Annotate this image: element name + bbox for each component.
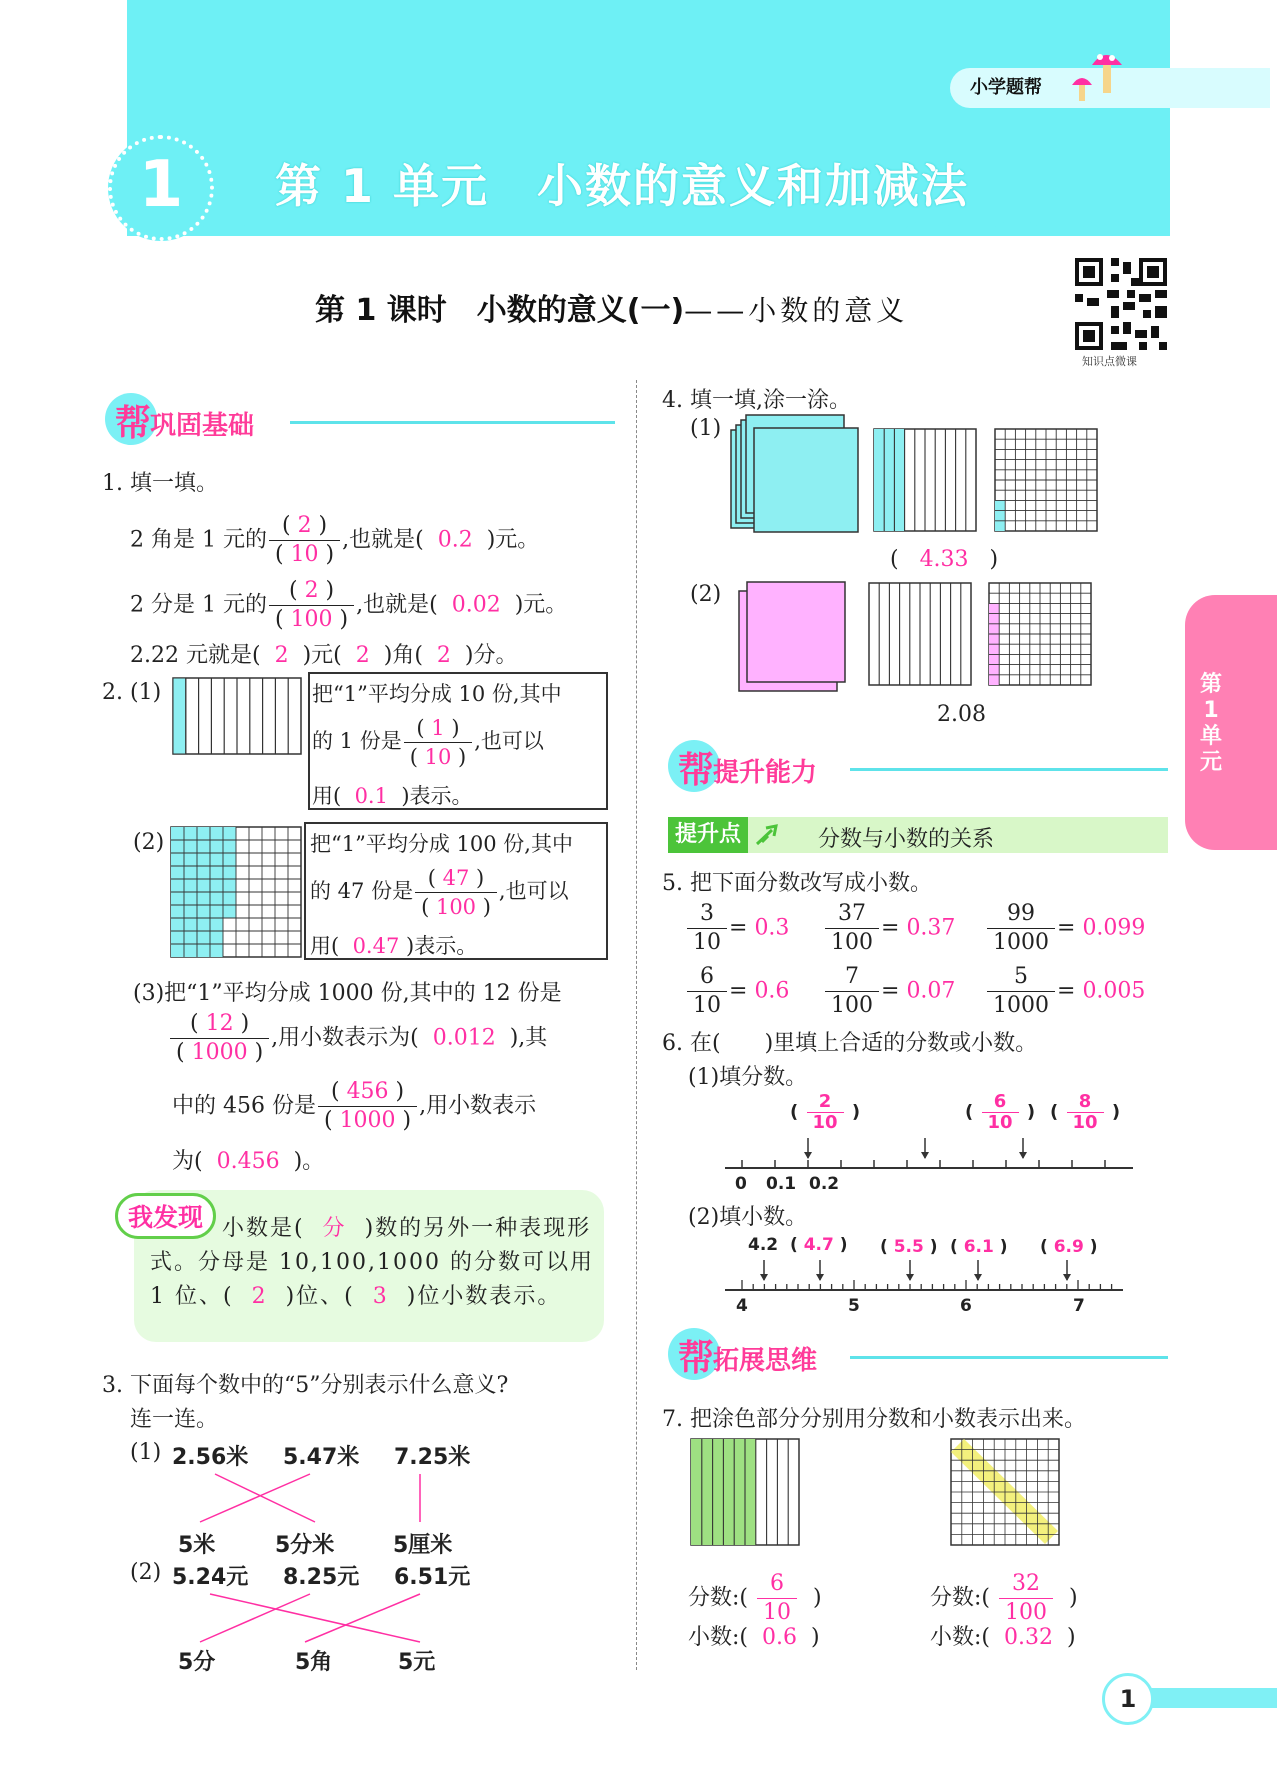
number-line-four-to-seven (725, 1258, 1125, 1298)
bang-badge: 帮 (668, 1328, 720, 1380)
side-tab-label: 第1单元 (1199, 672, 1222, 775)
section-title-basics: 巩固基础 (150, 411, 255, 441)
section-title-improve: 提升能力 (713, 758, 818, 788)
q1-line3: 2.22 元就是( 2 )元( 2 )角( 2 )分。 (130, 643, 518, 668)
bang-badge: 帮 (105, 393, 157, 445)
q7-title: 7. 把涂色部分分别用分数和小数表示出来。 (662, 1407, 1086, 1432)
q7-hundredths-yellow-diagram (950, 1438, 1062, 1548)
q2-p3-line3: 中的 456 份是 $\frac{( 456 )}{( 1000 )}$ ,用小数表示 (172, 1079, 537, 1133)
q2-p3-line2: $\frac{( 12 )}{( 1000 )}$ ,用小数表示为( 0.012 ),其 (168, 1010, 547, 1067)
q3-r1-bot-2[interactable]: 5厘米 (393, 1533, 453, 1558)
number-line-tenths (725, 1138, 1135, 1178)
lesson-title-main: 第 1 课时 小数的意义(一) (315, 293, 685, 328)
q2-p1-line2: 的 1 份是 $\frac{( 1 )}{( 10 )}$ ,也可以 (312, 716, 544, 769)
qr-code-icon[interactable] (1075, 258, 1167, 350)
hundredths-colored-diagram (994, 428, 1098, 532)
q3-r2-label: (2) (130, 1560, 162, 1585)
q6-p2-label-4: ( 6.9 ) (1040, 1237, 1098, 1257)
q6-p1-frac-0: ( $\frac{2}{10}$ ) (790, 1091, 861, 1133)
answer: 0.2 (437, 527, 473, 553)
q5-item-0: $\frac{3}{10}$ = 0.3 (685, 900, 789, 957)
q6-p1-tick-2: 0.2 (809, 1174, 840, 1194)
q3-r2-top-2[interactable]: 6.51元 (394, 1565, 471, 1590)
q4-title: 4. 填一填,涂一涂。 (662, 388, 851, 413)
q2-p1-line1: 把“1”平均分成 10 份,其中 (312, 682, 562, 706)
discover-tag: 我发现 (115, 1193, 216, 1239)
section-extend (668, 1328, 1168, 1378)
q6-p2-tick-2: 6 (960, 1296, 972, 1316)
q3-r1-bot-0[interactable]: 5米 (178, 1533, 216, 1558)
q3-r2-bot-1[interactable]: 5角 (295, 1650, 333, 1675)
q2-p1-label: 2. (1) (102, 680, 162, 705)
q6-p1-tick-1: 0.1 (766, 1174, 797, 1194)
section-improve (668, 740, 1168, 790)
qr-caption: 知识点微课 (1082, 355, 1137, 368)
stacked-units-diagram (730, 414, 860, 540)
hundredths-grid-diagram (170, 826, 302, 958)
tip-tag: 提升点 (668, 817, 748, 853)
q7-tenths-green-diagram (690, 1438, 802, 1548)
q6-p2-label-3: ( 6.1 ) (950, 1237, 1008, 1257)
section-rule (850, 1356, 1168, 1359)
mushroom-icon (1070, 45, 1150, 115)
q7-b-fraction: 分数:( $\frac{32}{100}$ ) (930, 1571, 1078, 1625)
q2-p3-line4: 为( 0.456 )。 (172, 1149, 325, 1174)
q6-p2-tick-0: 4 (736, 1296, 748, 1316)
section-rule (850, 768, 1168, 771)
q3-r2-match-lines (170, 1590, 470, 1646)
q5-item-5: $\frac{5}{1000}$ = 0.005 (985, 963, 1145, 1020)
q3-r1-top-2[interactable]: 7.25米 (394, 1445, 471, 1470)
stacked-pink-units-diagram (738, 580, 848, 694)
q2-p2-line3: 用( 0.47 )表示。 (310, 934, 478, 958)
q6-p2-tick-1: 5 (848, 1296, 860, 1316)
lesson-subtitle: ——小数的意义 (684, 294, 909, 327)
q6-title: 6. 在( )里填上合适的分数或小数。 (662, 1031, 1038, 1056)
q3-r1-top-1[interactable]: 5.47米 (283, 1445, 360, 1470)
q4-p2-label: (2) (690, 582, 722, 607)
column-divider (636, 380, 637, 1670)
q6-p1-frac-2: ( $\frac{8}{10}$ ) (1050, 1091, 1121, 1133)
q3-title2: 连一连。 (130, 1407, 219, 1432)
q7-a-decimal: 小数:( 0.6 ) (688, 1625, 820, 1650)
q6-p2-label: (2)填小数。 (688, 1205, 808, 1230)
page-number: 1 (1102, 1673, 1154, 1725)
answer: 0.02 (451, 592, 501, 618)
q2-p1-line3: 用( 0.1 )表示。 (312, 784, 473, 808)
q5-item-1: $\frac{37}{100}$ = 0.37 (823, 900, 955, 957)
q4-p1-label: (1) (690, 416, 722, 441)
q3-r2-top-0[interactable]: 5.24元 (172, 1565, 249, 1590)
q7-a-fraction: 分数:( $\frac{6}{10}$ ) (688, 1571, 822, 1625)
q2-p2-line1: 把“1”平均分成 100 份,其中 (310, 832, 573, 856)
lesson-title (315, 285, 908, 329)
arrow-icon (754, 822, 788, 848)
tenths-colored-diagram (873, 428, 977, 532)
q6-p2-label-1: ( 4.7 ) (790, 1235, 848, 1255)
q5-item-2: $\frac{99}{1000}$ = 0.099 (985, 900, 1145, 957)
bang-badge: 帮 (668, 740, 720, 792)
q3-r2-bot-2[interactable]: 5元 (398, 1650, 436, 1675)
q6-p2-label-0: 4.2 (748, 1235, 779, 1255)
unit-number: 1 (138, 148, 184, 222)
fraction: $\frac{( 2 )}{( 100 )}$ (269, 577, 354, 634)
q5-title: 5. 把下面分数改写成小数。 (662, 871, 932, 896)
section-title-extend: 拓展思维 (713, 1346, 818, 1376)
brand-text: 小学题帮 (970, 77, 1042, 98)
q6-p2-label-2: ( 5.5 ) (880, 1237, 938, 1257)
q4-p2-value: 2.08 (937, 702, 986, 727)
tenths-strip-diagram (172, 677, 302, 755)
q3-title: 3. 下面每个数中的“5”分别表示什么意义? (102, 1373, 509, 1398)
q5-item-3: $\frac{6}{10}$ = 0.6 (685, 963, 789, 1020)
q6-p2-tick-3: 7 (1073, 1296, 1085, 1316)
q4-p1-answer: ( 4.33 ) (890, 547, 999, 572)
q6-p1-tick-0: 0 (735, 1174, 747, 1194)
hundredths-pink-diagram (988, 582, 1092, 686)
q3-r1-match-lines (170, 1470, 470, 1526)
q6-p1-label: (1)填分数。 (688, 1065, 808, 1090)
q1-line2: 2 分是 1 元的 $\frac{( 2 )}{( 100 )}$ ,也就是( 0.02 )元。 (130, 578, 568, 632)
fraction: $\frac{( 2 )}{( 10 )}$ (269, 512, 340, 569)
tenths-empty-diagram (868, 582, 972, 686)
q2-p3-line1: (3)把“1”平均分成 1000 份,其中的 12 份是 (133, 981, 562, 1006)
q6-p1-frac-1: ( $\frac{6}{10}$ ) (965, 1091, 1036, 1133)
q3-r2-top-1[interactable]: 8.25元 (283, 1565, 360, 1590)
discover-text: 小数是( 分 )数的另外一种表现形式。分母是 10,100,1000 的分数可以用 1 位、( 2 )位、( 3 )位小数表示。 (150, 1216, 594, 1309)
section-rule (290, 421, 615, 424)
section-basics (105, 393, 615, 443)
unit-title: 第 1 单元 小数的意义和加减法 (275, 159, 970, 213)
q3-r1-label: (1) (130, 1440, 162, 1465)
q2-p2-line2: 的 47 份是 $\frac{( 47 )}{( 100 )}$ ,也可以 (310, 866, 569, 919)
q5-item-4: $\frac{7}{100}$ = 0.07 (823, 963, 955, 1020)
q3-r1-top-0[interactable]: 2.56米 (172, 1445, 249, 1470)
tip-text: 分数与小数的关系 (818, 827, 995, 852)
q3-r2-bot-0[interactable]: 5分 (178, 1650, 216, 1675)
q3-r1-bot-1[interactable]: 5分米 (275, 1533, 335, 1558)
q2-p2-label: (2) (133, 830, 165, 855)
q1-title: 1. 填一填。 (102, 471, 218, 496)
banner-wave (127, 215, 1170, 255)
q7-b-decimal: 小数:( 0.32 ) (930, 1625, 1076, 1650)
q1-line1: 2 角是 1 元的 $\frac{( 2 )}{( 10 )}$ ,也就是( 0.2 )元。 (130, 513, 540, 567)
